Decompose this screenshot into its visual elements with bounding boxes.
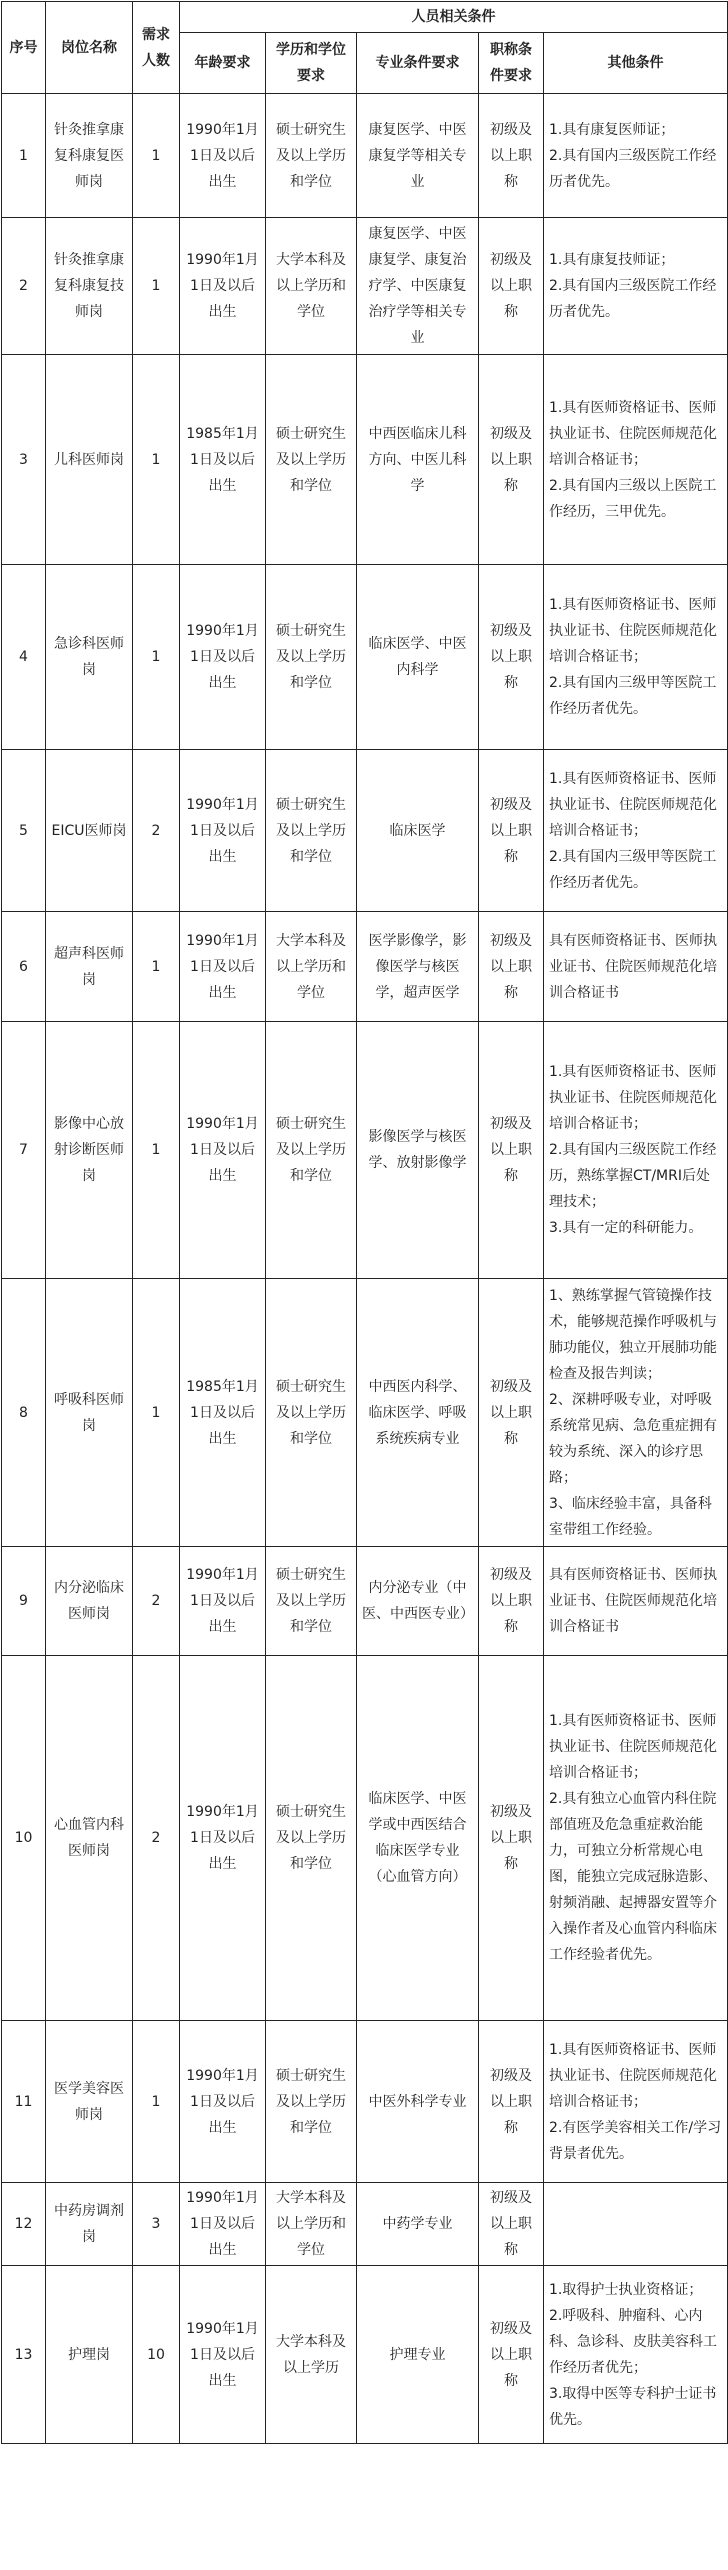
- cell-post-name: 心血管内科医师岗: [46, 1656, 133, 2021]
- cell-education: 大学本科及以上学历和学位: [266, 912, 357, 1022]
- cell-major: 中药学专业: [357, 2183, 479, 2266]
- cell-education: 硕士研究生及以上学历和学位: [266, 1279, 357, 1547]
- cell-other: 具有医师资格证书、医师执业证书、住院医师规范化培训合格证书: [544, 912, 728, 1022]
- cell-other: 1.具有医师资格证书、医师执业证书、住院医师规范化培训合格证书； 2.具有国内三级以上医院工作经历，三甲优先。: [544, 355, 728, 565]
- cell-education: 硕士研究生及以上学历和学位: [266, 565, 357, 750]
- cell-seq: 7: [2, 1022, 46, 1279]
- cell-post-name: 儿科医师岗: [46, 355, 133, 565]
- cell-age: 1990年1月1日及以后出生: [180, 94, 266, 218]
- cell-major: 临床医学、中医内科学: [357, 565, 479, 750]
- cell-education: 硕士研究生及以上学历和学位: [266, 750, 357, 912]
- cell-other: 具有医师资格证书、医师执业证书、住院医师规范化培训合格证书: [544, 1547, 728, 1656]
- header-age: 年龄要求: [180, 33, 266, 94]
- cell-post-name: 中药房调剂岗: [46, 2183, 133, 2266]
- table-row: [2, 750, 728, 912]
- cell-count: 2: [133, 1547, 180, 1656]
- table-body: [2, 94, 728, 2444]
- cell-count: 1: [133, 912, 180, 1022]
- header-title-req: 职称条件要求: [479, 33, 544, 94]
- cell-title-req: 初级及以上职称: [479, 2021, 544, 2183]
- cell-other: 1.具有康复医师证； 2.具有国内三级医院工作经历者优先。: [544, 94, 728, 218]
- cell-other: 1.取得护士执业资格证； 2.呼吸科、肿瘤科、心内科、急诊科、皮肤美容科工作经历者优先； 3.取得中医等专科护士证书优先。: [544, 2266, 728, 2444]
- cell-seq: 10: [2, 1656, 46, 2021]
- cell-major: 康复医学、中医康复学、康复治疗学、中医康复治疗学等相关专业: [357, 218, 479, 355]
- cell-seq: 8: [2, 1279, 46, 1547]
- table-row: [2, 912, 728, 1022]
- cell-age: 1990年1月1日及以后出生: [180, 1656, 266, 2021]
- table-row: [2, 1656, 728, 2021]
- cell-age: 1990年1月1日及以后出生: [180, 565, 266, 750]
- header-education: 学历和学位要求: [266, 33, 357, 94]
- cell-age: 1990年1月1日及以后出生: [180, 2021, 266, 2183]
- cell-other: 1.具有医师资格证书、医师执业证书、住院医师规范化培训合格证书； 2.具有国内三级医院工作经历，熟练掌握CT/MRI后处理技术； 3.具有一定的科研能力。: [544, 1022, 728, 1279]
- cell-education: 大学本科及以上学历: [266, 2266, 357, 2444]
- header-count: 需求人数: [133, 2, 180, 94]
- header-post-name: 岗位名称: [46, 2, 133, 94]
- cell-post-name: 内分泌临床医师岗: [46, 1547, 133, 1656]
- cell-seq: 5: [2, 750, 46, 912]
- cell-age: 1985年1月1日及以后出生: [180, 355, 266, 565]
- cell-title-req: 初级及以上职称: [479, 355, 544, 565]
- cell-post-name: EICU医师岗: [46, 750, 133, 912]
- cell-seq: 12: [2, 2183, 46, 2266]
- cell-age: 1990年1月1日及以后出生: [180, 2183, 266, 2266]
- cell-seq: 2: [2, 218, 46, 355]
- cell-education: 硕士研究生及以上学历和学位: [266, 2021, 357, 2183]
- cell-post-name: 护理岗: [46, 2266, 133, 2444]
- cell-seq: 11: [2, 2021, 46, 2183]
- cell-other: [544, 2183, 728, 2266]
- table-row: [2, 2266, 728, 2444]
- cell-post-name: 针灸推拿康复科康复医师岗: [46, 94, 133, 218]
- table-row: [2, 218, 728, 355]
- cell-count: 1: [133, 1022, 180, 1279]
- cell-title-req: 初级及以上职称: [479, 1656, 544, 2021]
- cell-major: 医学影像学，影像医学与核医学，超声医学: [357, 912, 479, 1022]
- cell-count: 1: [133, 2021, 180, 2183]
- cell-count: 10: [133, 2266, 180, 2444]
- cell-title-req: 初级及以上职称: [479, 1022, 544, 1279]
- cell-education: 大学本科及以上学历和学位: [266, 2183, 357, 2266]
- cell-title-req: 初级及以上职称: [479, 1279, 544, 1547]
- cell-count: 1: [133, 1279, 180, 1547]
- cell-age: 1985年1月1日及以后出生: [180, 1279, 266, 1547]
- cell-age: 1990年1月1日及以后出生: [180, 218, 266, 355]
- cell-count: 1: [133, 94, 180, 218]
- header-conditions-group: 人员相关条件: [180, 2, 728, 33]
- cell-other: 1.具有医师资格证书、医师执业证书、住院医师规范化培训合格证书； 2.有医学美容相关工作/学习背景者优先。: [544, 2021, 728, 2183]
- table-row: [2, 1279, 728, 1547]
- cell-education: 硕士研究生及以上学历和学位: [266, 1022, 357, 1279]
- cell-age: 1990年1月1日及以后出生: [180, 2266, 266, 2444]
- cell-major: 临床医学: [357, 750, 479, 912]
- cell-major: 护理专业: [357, 2266, 479, 2444]
- cell-seq: 3: [2, 355, 46, 565]
- cell-major: 中西医内科学、临床医学、呼吸系统疾病专业: [357, 1279, 479, 1547]
- cell-post-name: 急诊科医师岗: [46, 565, 133, 750]
- table-row: [2, 1022, 728, 1279]
- cell-education: 硕士研究生及以上学历和学位: [266, 355, 357, 565]
- cell-other: 1.具有医师资格证书、医师执业证书、住院医师规范化培训合格证书； 2.具有独立心血管内科住院部值班及危急重症救治能力，可独立分析常规心电图，能独立完成冠脉造影、射频消融、起搏器安置等介入操作者及心血管内科临床工作经验者优先。: [544, 1656, 728, 2021]
- cell-age: 1990年1月1日及以后出生: [180, 1547, 266, 1656]
- cell-seq: 1: [2, 94, 46, 218]
- cell-count: 1: [133, 218, 180, 355]
- cell-seq: 6: [2, 912, 46, 1022]
- cell-major: 临床医学、中医学或中西医结合临床医学专业（心血管方向）: [357, 1656, 479, 2021]
- cell-major: 康复医学、中医康复学等相关专业: [357, 94, 479, 218]
- header-seq: 序号: [2, 2, 46, 94]
- table-row: [2, 94, 728, 218]
- cell-education: 大学本科及以上学历和学位: [266, 218, 357, 355]
- cell-seq: 13: [2, 2266, 46, 2444]
- cell-age: 1990年1月1日及以后出生: [180, 912, 266, 1022]
- cell-other: 1.具有医师资格证书、医师执业证书、住院医师规范化培训合格证书； 2.具有国内三级甲等医院工作经历者优先。: [544, 565, 728, 750]
- cell-title-req: 初级及以上职称: [479, 2266, 544, 2444]
- cell-education: 硕士研究生及以上学历和学位: [266, 1656, 357, 2021]
- cell-seq: 9: [2, 1547, 46, 1656]
- cell-other: 1.具有医师资格证书、医师执业证书、住院医师规范化培训合格证书； 2.具有国内三级甲等医院工作经历者优先。: [544, 750, 728, 912]
- cell-other: 1.具有康复技师证； 2.具有国内三级医院工作经历者优先。: [544, 218, 728, 355]
- cell-title-req: 初级及以上职称: [479, 912, 544, 1022]
- cell-title-req: 初级及以上职称: [479, 218, 544, 355]
- cell-count: 1: [133, 355, 180, 565]
- table-row: [2, 2021, 728, 2183]
- cell-title-req: 初级及以上职称: [479, 2183, 544, 2266]
- cell-count: 2: [133, 750, 180, 912]
- cell-title-req: 初级及以上职称: [479, 565, 544, 750]
- header-major: 专业条件要求: [357, 33, 479, 94]
- cell-age: 1990年1月1日及以后出生: [180, 1022, 266, 1279]
- cell-age: 1990年1月1日及以后出生: [180, 750, 266, 912]
- cell-post-name: 影像中心放射诊断医师岗: [46, 1022, 133, 1279]
- recruitment-table: [1, 1, 728, 2444]
- cell-count: 2: [133, 1656, 180, 2021]
- cell-major: 影像医学与核医学、放射影像学: [357, 1022, 479, 1279]
- table-row: [2, 2183, 728, 2266]
- cell-education: 硕士研究生及以上学历和学位: [266, 94, 357, 218]
- cell-post-name: 呼吸科医师岗: [46, 1279, 133, 1547]
- header-other: 其他条件: [544, 33, 728, 94]
- cell-major: 中西医临床儿科方向、中医儿科学: [357, 355, 479, 565]
- cell-major: 中医外科学专业: [357, 2021, 479, 2183]
- cell-title-req: 初级及以上职称: [479, 750, 544, 912]
- cell-seq: 4: [2, 565, 46, 750]
- cell-major: 内分泌专业（中医、中西医专业）: [357, 1547, 479, 1656]
- cell-education: 硕士研究生及以上学历和学位: [266, 1547, 357, 1656]
- table-row: [2, 565, 728, 750]
- cell-title-req: 初级及以上职称: [479, 1547, 544, 1656]
- cell-count: 3: [133, 2183, 180, 2266]
- cell-title-req: 初级及以上职称: [479, 94, 544, 218]
- table-row: [2, 355, 728, 565]
- table-row: [2, 1547, 728, 1656]
- cell-count: 1: [133, 565, 180, 750]
- cell-post-name: 超声科医师岗: [46, 912, 133, 1022]
- cell-other: 1、熟练掌握气管镜操作技术，能够规范操作呼吸机与肺功能仪，独立开展肺功能检查及报告判读； 2、深耕呼吸专业，对呼吸系统常见病、急危重症拥有较为系统、深入的诊疗思路； 3、临床经验丰富，具备科室带组工作经验。: [544, 1279, 728, 1547]
- cell-post-name: 医学美容医师岗: [46, 2021, 133, 2183]
- cell-post-name: 针灸推拿康复科康复技师岗: [46, 218, 133, 355]
